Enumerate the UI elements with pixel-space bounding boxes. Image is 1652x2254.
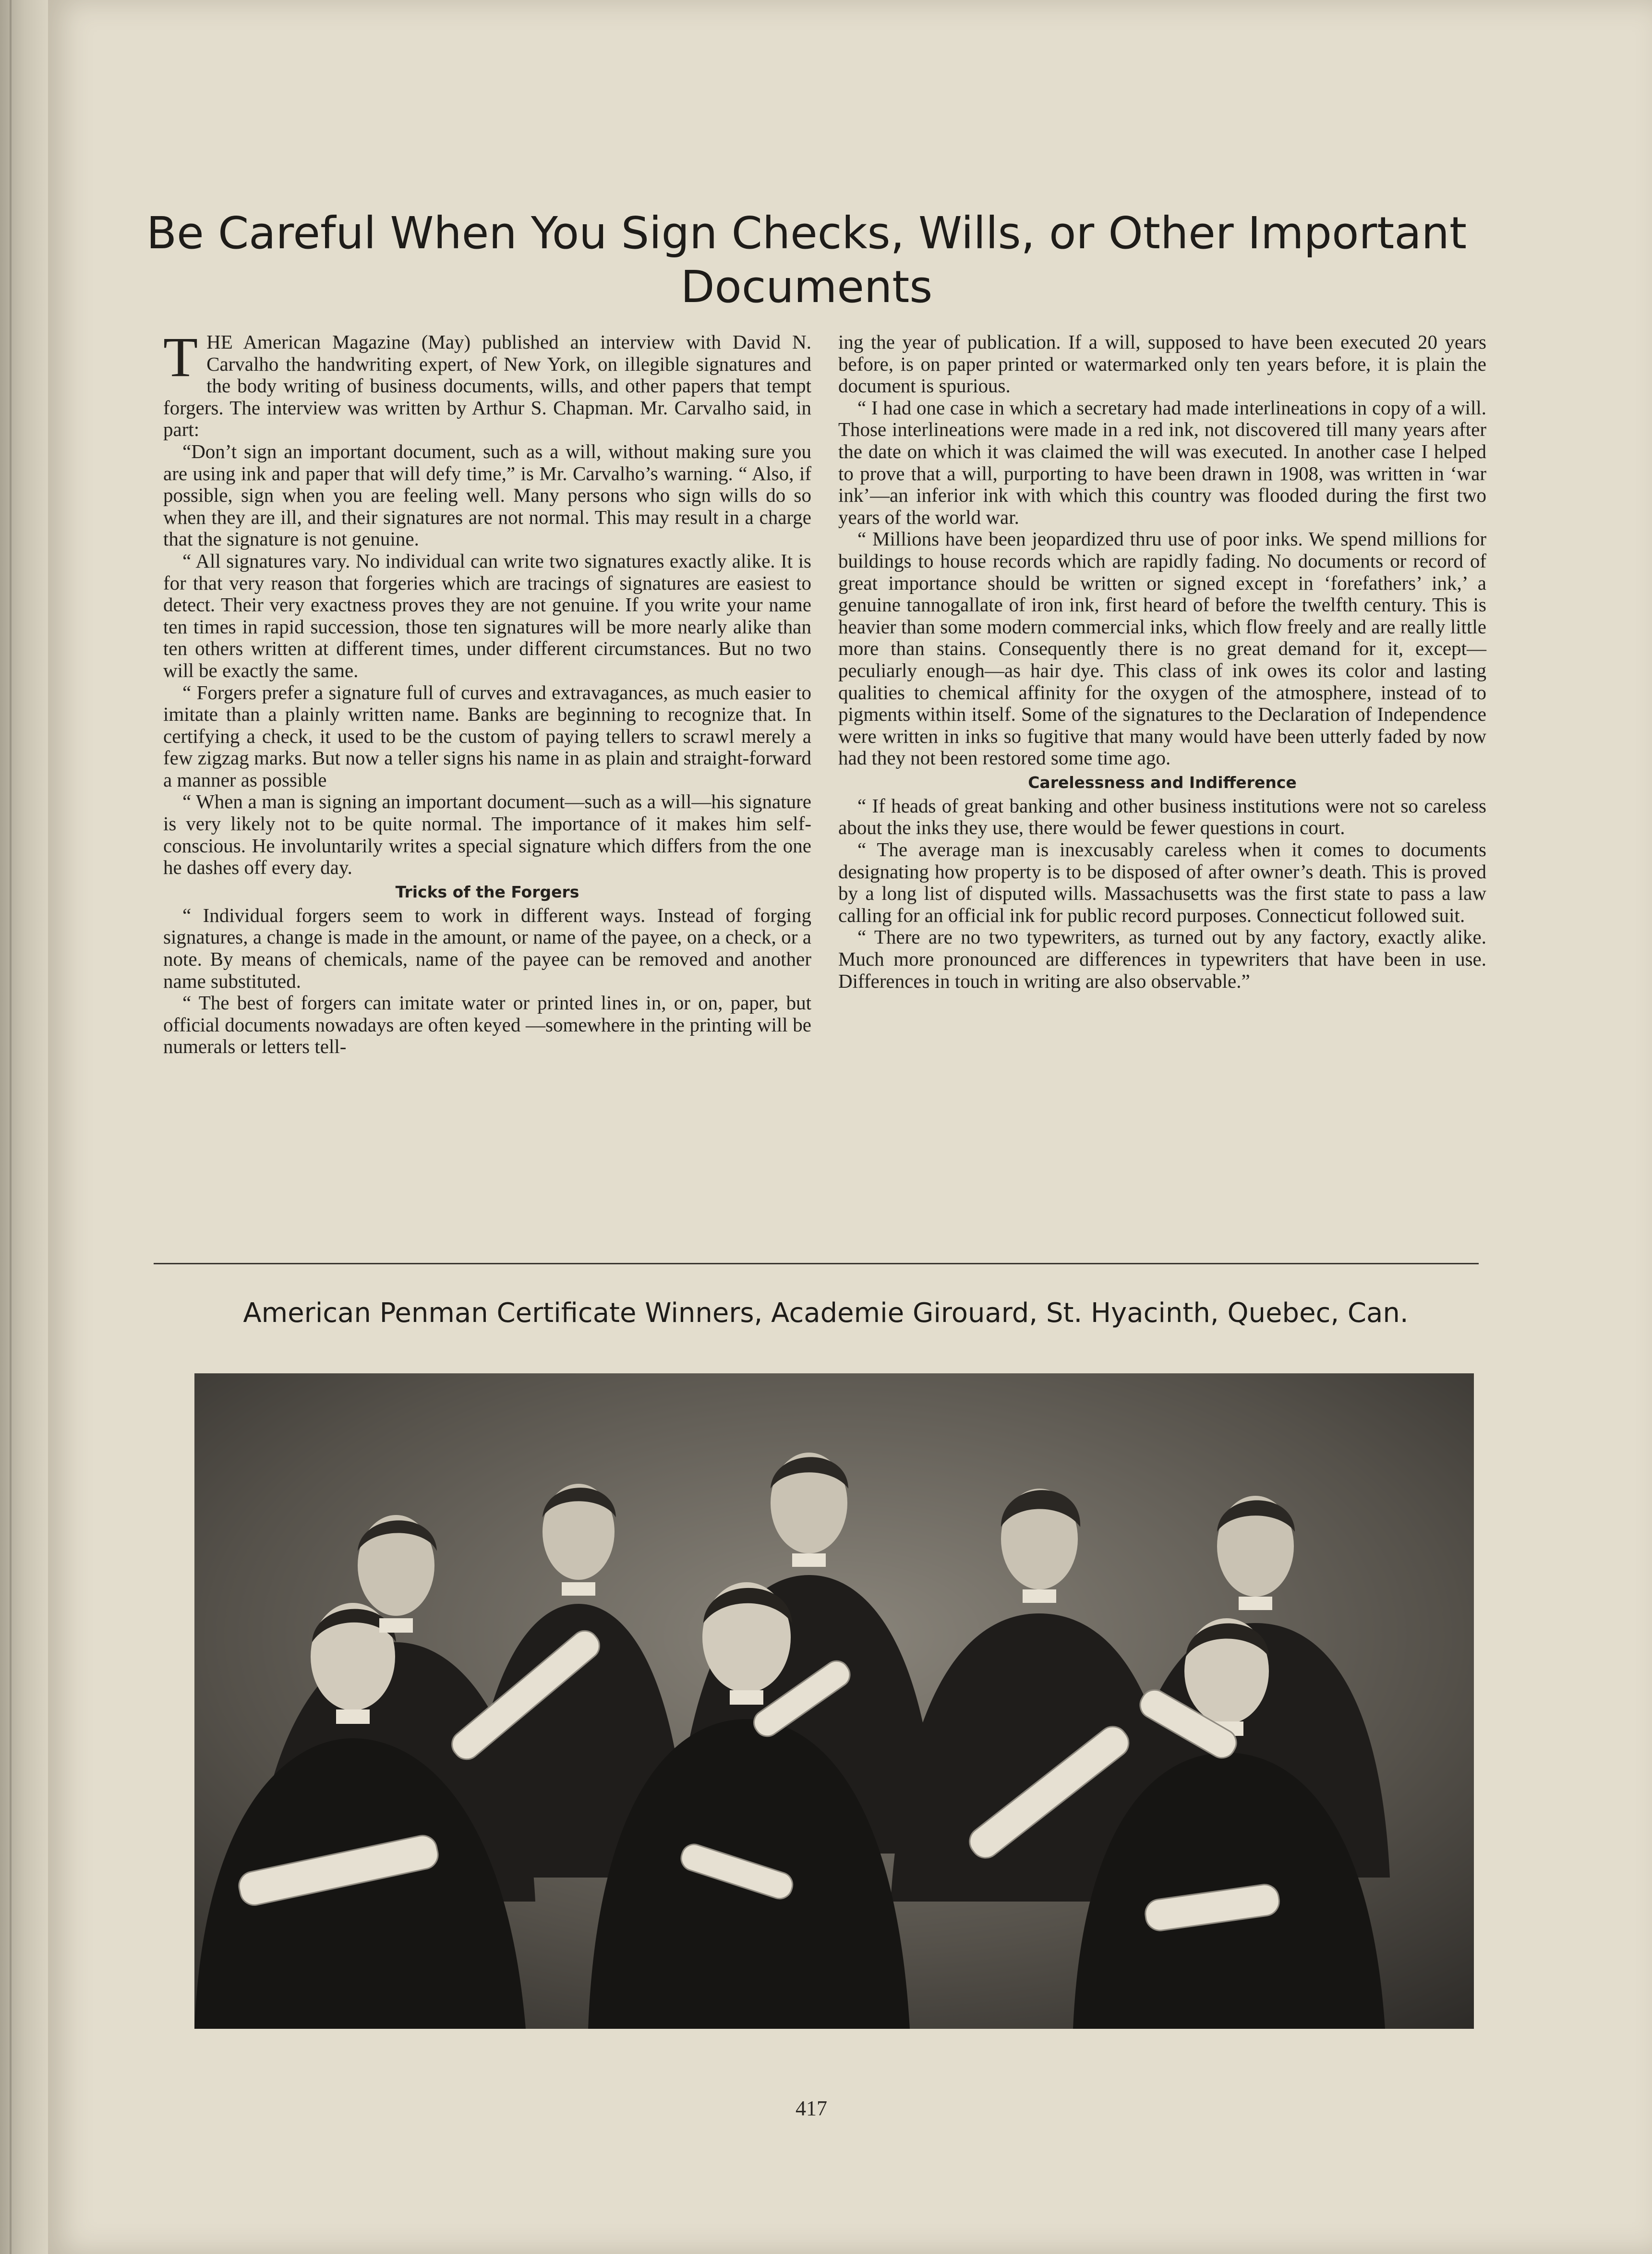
article-paragraph: [163, 326, 811, 441]
group-photograph-illustration: [194, 1373, 1474, 2029]
section-divider: [154, 1263, 1479, 1264]
group-photograph: [194, 1373, 1474, 2029]
article-paragraph: “ All signatures vary. No individual can write two signatures exactly alike. It is for that very reason that forgeries which are tracings of signatures are easiest to detect. Their very exactness proves they are not genuine. If you write your name ten times in rapid succession, those ten signatures will be more nearly alike than ten others written at different times, under different circumstances. But no two will be exactly the same.: [163, 549, 811, 681]
article-paragraph: “ The best of forgers can imitate water or printed lines in, or on, paper, but official documents nowadays are often keyed —somewhere in the printing will be numerals or letters tell-: [163, 992, 811, 1058]
article-column-left: [163, 326, 811, 1058]
article-paragraph: “ If heads of great banking and other business institutions were not so careless about the inks they use, there would be fewer questions in court.: [838, 794, 1486, 839]
article-column-right: [838, 331, 1486, 992]
article-paragraph: ing the year of publication. If a will, supposed to have been executed 20 years before, is on paper printed or watermarked only ten years before, it is plain the document is spurious.: [838, 331, 1486, 397]
article-title: Be Careful When You Sign Checks, Wills, or Other Important Documents: [146, 207, 1467, 313]
article-paragraph: “ When a man is signing an important document—such as a will—his signature is very likely not to be quite normal. The importance of it makes him self-conscious. He involuntarily writes a special signature which differs from the one he dashes off every day.: [163, 790, 811, 879]
article-paragraph: “ Individual forgers seem to work in different ways. Instead of forging signatures, a change is made in the amount, or name of the payee, on a check, or a note. By means of chemicals, name of the payee can be removed and another name substituted.: [163, 904, 811, 992]
article-paragraph: “Don’t sign an important document, such as a will, without making sure you are using ink and paper that will defy time,” is Mr. Carvalho’s warning. “ Also, if possible, sign when you are feeling well. Many persons who sign wills do so when they are ill, and their signatures are not normal. This may result in a charge that the signature is not genuine.: [163, 440, 811, 550]
section-heading: Tricks of the Forgers: [395, 882, 579, 901]
section-heading: Carelessness and Indifference: [1028, 773, 1297, 792]
paragraph-text: HE American Magazine (May) published an interview with David N. Carvalho the handwriting expert, of New York, on illegible signatures and the body writing of business documents, wills, and other papers that tempt forgers. The interview was written by Arthur S. Chapman. Mr. Carvalho said, in part:: [163, 331, 811, 441]
article-paragraph: “ Forgers prefer a signature full of curves and extravagances, as much easier to imitate than a plainly written name. Banks are beginning to recognize that. In certifying a check, it used to be the custom of paying tellers to scrawl merely a few zigzag marks. But now a teller signs his name in as plain and straight-forward a manner as possible: [163, 681, 811, 791]
article-paragraph: “ Millions have been jeopardized thru use of poor inks. We spend millions for buildings to house records which are rapidly fading. No documents or record of great importance should be written or signed except in ‘forefathers’ ink,’ a genuine tannogallate of iron ink, first heard of before the twelfth century. This is heavier than some modern commercial inks, which flow freely and are really little more than stains. Consequently there is no great demand for it, except—peculiarly enough—as hair dye. This class of ink owes its color and lasting qualities to chemical affinity for the oxygen of the atmosphere, instead of to pigments within itself. Some of the signatures to the Declaration of Independence were written in inks so fugitive that many would have been utterly faded by now had they not been restored some time ago.: [838, 528, 1486, 769]
spine-edge-line: [10, 0, 12, 2254]
article-paragraph: “ There are no two typewriters, as turned out by any factory, exactly alike. Much more pronounced are differences in typewriters that have been in use. Differences in touch in writing are also observable.”: [838, 926, 1486, 992]
drop-cap: T: [163, 326, 198, 388]
page-number: 417: [796, 2096, 827, 2120]
article-paragraph: “ I had one case in which a secretary had made interlineations in copy of a will. Those interlineations were made in a red ink, not discovered till many years after the date on which it was claimed the will was executed. In another case I helped to prove that a will, purporting to have been drawn in 1908, was written in ‘war ink’—an inferior ink with which this country was flooded during the first two years of the world war.: [838, 396, 1486, 528]
article-paragraph: “ The average man is inexcusably careless when it comes to documents designating how property is to be disposed of after owner’s death. This is proved by a long list of disputed wills. Massachusetts was the first state to pass a law calling for an official ink for public record purposes. Connecticut followed suit.: [838, 838, 1486, 926]
book-spine: [0, 0, 53, 2254]
photo-caption: American Penman Certificate Winners, Academie Girouard, St. Hyacinth, Quebec, Can.: [243, 1297, 1409, 1329]
